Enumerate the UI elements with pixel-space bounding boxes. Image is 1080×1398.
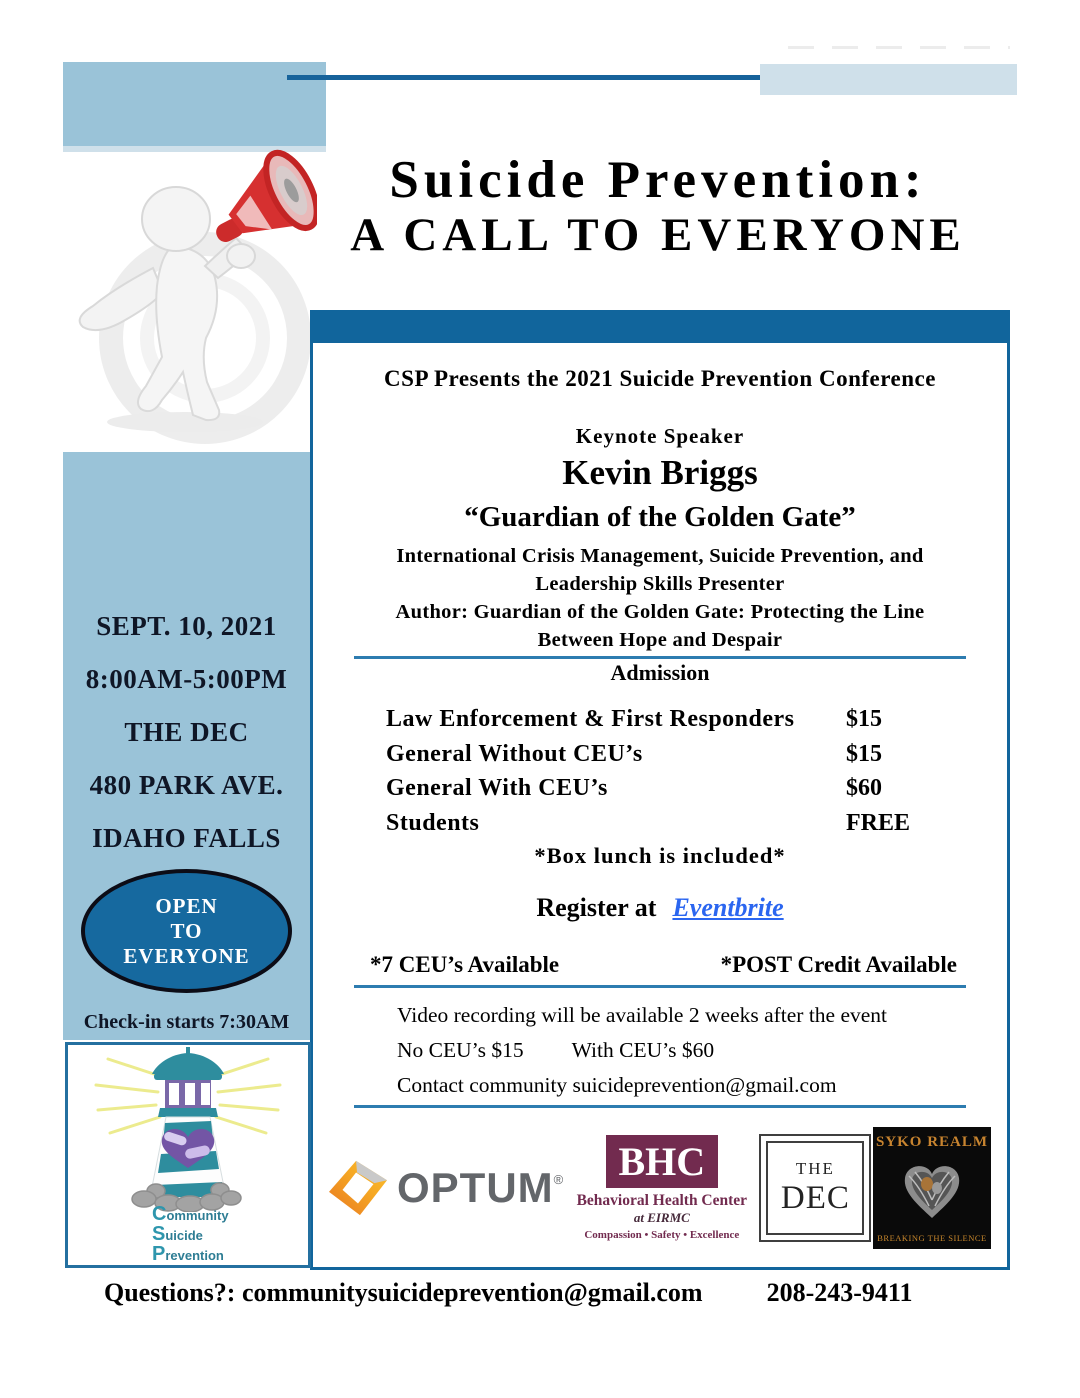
footer-phone: 208-243-9411	[766, 1278, 913, 1307]
event-info-sidebar	[63, 452, 310, 1040]
table-row	[386, 771, 1007, 806]
csp-word-prevention: Prevention	[152, 1243, 224, 1265]
divider-rule-2	[354, 985, 966, 988]
presents-line: CSP Presents the 2021 Suicide Prevention Conference	[384, 366, 936, 391]
event-date: SEPT. 10, 2021	[96, 611, 277, 641]
keynote-label: Keynote Speaker	[575, 424, 745, 448]
speaker-desc-line3: Author: Guardian of the Golden Gate: Protecting the Line	[395, 601, 925, 623]
bhc-tagline: Compassion • Safety • Excellence	[584, 1229, 740, 1241]
register-label: Register at	[536, 893, 657, 922]
bhc-subtitle: at EIRMC	[633, 1210, 690, 1225]
admission-price: $15	[846, 740, 882, 767]
eventbrite-link[interactable]: Eventbrite	[672, 893, 784, 922]
syko-realm-logo	[873, 1127, 991, 1249]
admission-price: $15	[846, 706, 882, 732]
checkin-note: Check-in starts 7:30AM	[83, 1011, 290, 1033]
admission-label: General With CEU’s	[386, 775, 608, 801]
csp-word-community: Community	[152, 1203, 229, 1225]
registered-mark: ®	[553, 1172, 565, 1187]
bhc-name: Behavioral Health Center	[576, 1192, 748, 1209]
title-line-2: A CALL TO EVERYONE	[350, 209, 966, 262]
divider-rule-1	[354, 656, 966, 659]
speaker-description	[313, 542, 1007, 654]
footer	[104, 1278, 912, 1308]
bhc-abbreviation: BHC	[606, 1135, 718, 1188]
event-time: 8:00AM-5:00PM	[85, 664, 288, 694]
flyer-title	[300, 153, 1016, 263]
decoration-dashes	[788, 46, 1010, 49]
admission-table	[386, 702, 1007, 840]
dec-line-the: THE	[795, 1159, 835, 1178]
megaphone-person-graphic	[55, 146, 317, 448]
event-venue: THE DEC	[124, 717, 249, 747]
table-row	[386, 737, 1007, 772]
table-row	[386, 806, 1007, 841]
lighthouse-graphic	[68, 1047, 308, 1212]
syko-realm-title: SYKO REALM	[875, 1134, 989, 1150]
post-credit-label: *POST Credit Available	[720, 952, 957, 977]
ceu-row	[313, 951, 1007, 978]
syko-heart-graphic	[899, 1160, 965, 1224]
ceu-available-label: *7 CEU’s Available	[370, 952, 560, 977]
csp-word-suicide: Suicide	[152, 1223, 203, 1245]
megaphone-person-illustration	[55, 146, 317, 448]
footer-questions: Questions?: communitysuicideprevention@gmail.com	[104, 1278, 703, 1307]
event-city: IDAHO FALLS	[92, 823, 281, 853]
video-line-1: Video recording will be available 2 weeks after the event	[397, 1003, 888, 1027]
speaker-desc-line2: Leadership Skills Presenter	[535, 573, 785, 595]
sponsor-logos-row	[313, 1122, 1007, 1254]
admission-label: General Without CEU’s	[386, 740, 643, 767]
admission-label: Law Enforcement & First Responders	[386, 706, 795, 732]
optum-logo	[327, 1159, 564, 1217]
video-info	[397, 998, 1007, 1103]
badge-line-2: TO	[170, 918, 203, 943]
bhc-logo	[566, 1135, 758, 1241]
speaker-quote: “Guardian of the Golden Gate”	[464, 501, 856, 533]
speaker-name: Kevin Briggs	[562, 453, 758, 492]
speaker-desc-line4: Between Hope and Despair	[537, 629, 783, 651]
admission-price: $60	[846, 775, 882, 801]
admission-price: FREE	[846, 809, 911, 836]
decoration-rect-right	[760, 64, 1017, 95]
the-dec-logo-inner	[766, 1141, 864, 1235]
title-line-1: Suicide Prevention:	[389, 151, 927, 209]
csp-wordmark	[152, 1205, 229, 1265]
event-details	[63, 452, 310, 865]
csp-lighthouse-logo	[65, 1042, 311, 1268]
admission-label: Students	[386, 809, 480, 836]
video-no-ceu: No CEU’s $15	[397, 1038, 524, 1062]
admission-heading: Admission	[610, 660, 710, 685]
divider-rule-3	[354, 1105, 966, 1108]
syko-realm-tagline: BREAKING THE SILENCE	[877, 1233, 987, 1243]
optum-wordmark: OPTUM®	[397, 1164, 565, 1211]
video-line-2	[397, 1033, 1007, 1068]
video-contact: Contact community suicideprevention@gmail.com	[397, 1073, 837, 1097]
box-lunch-note: *Box lunch is included*	[534, 843, 786, 868]
table-row	[386, 702, 1007, 737]
event-address: 480 PARK AVE.	[89, 770, 284, 800]
content-box	[310, 343, 1010, 1270]
dec-line-dec: DEC	[780, 1180, 850, 1216]
optum-logo-icon	[327, 1159, 389, 1217]
video-with-ceu: With CEU’s $60	[571, 1038, 715, 1062]
header-blue-bar	[310, 310, 1010, 343]
speaker-desc-line1: International Crisis Management, Suicide Prevention, and	[396, 545, 924, 567]
register-line	[313, 893, 1007, 923]
the-dec-logo	[759, 1134, 871, 1242]
badge-line-3: EVERYONE	[123, 943, 250, 968]
badge-line-1: OPEN	[155, 893, 218, 918]
open-to-everyone-badge	[81, 869, 292, 993]
